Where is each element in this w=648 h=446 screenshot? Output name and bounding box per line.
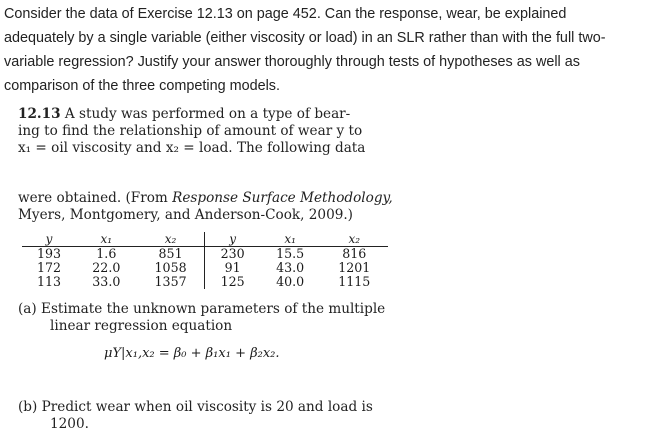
exercise-number: 12.13 [18,106,61,122]
question-line: adequately by a single variable (either viscosity or load) in an SLR rather than with the full two- [4,30,606,46]
exercise-continuation [18,190,398,224]
table-row [22,261,388,275]
table-cell: 1.6 [96,246,117,261]
column-header: y [22,232,76,247]
table-cell: 193 [36,246,61,261]
column-header: x₁ [260,232,321,247]
part-b [18,399,398,433]
exercise-line: ing to find the relationship of amount of wear y to [18,123,363,139]
table-header-row [22,232,388,247]
table-cell: 1058 [154,260,187,275]
table-cell: 91 [205,261,260,275]
exercise-intro [18,106,398,157]
column-header: x₂ [321,232,389,247]
column-header: x₂ [137,232,205,247]
table-cell: 1357 [154,274,187,289]
table-cell: 40.0 [276,274,305,289]
exercise-line: A study was performed on a type of bear- [64,106,351,122]
part-line: 1200. [50,416,89,432]
part-line: (a) Estimate the unknown parameters of the multiple [18,301,386,317]
part-line: (b) Predict wear when oil viscosity is 20 and load is [18,399,373,415]
table-cell: 816 [342,246,367,261]
table-row [22,247,388,262]
table-cell: 15.5 [276,246,305,261]
table-cell: 1115 [338,274,371,289]
table-cell: 172 [36,260,61,275]
table-cell: 22.0 [92,260,121,275]
data-table [22,232,388,289]
exercise-line: Myers, Montgomery, and Anderson-Cook, 2009.) [18,207,353,223]
column-header: y [205,232,260,247]
question-line: comparison of the three competing models. [4,78,280,94]
question-line: Consider the data of Exercise 12.13 on page 452. Can the response, wear, be explained [4,6,567,22]
question-text [4,2,644,98]
regression-equation: μY|x₁,x₂ = β₀ + β₁x₁ + β₂x₂. [104,346,280,361]
question-line: variable regression? Justify your answer thoroughly through tests of hypotheses as well as [4,54,580,70]
table-cell: 113 [36,274,61,289]
table-cell: 33.0 [92,274,121,289]
table-row [22,275,388,289]
table-cell: 43.0 [276,260,305,275]
column-header: x₁ [76,232,137,247]
table-cell: 1201 [338,260,371,275]
table-cell: 851 [158,246,183,261]
book-title: Response Surface Methodology, [172,190,393,206]
exercise-line: were obtained. (From [18,190,173,206]
table-cell: 125 [205,275,260,289]
part-line: linear regression equation [50,318,233,334]
part-a [18,301,398,335]
table-cell: 230 [205,247,260,262]
exercise-line: x₁ = oil viscosity and x₂ = load. The following data [18,140,366,156]
